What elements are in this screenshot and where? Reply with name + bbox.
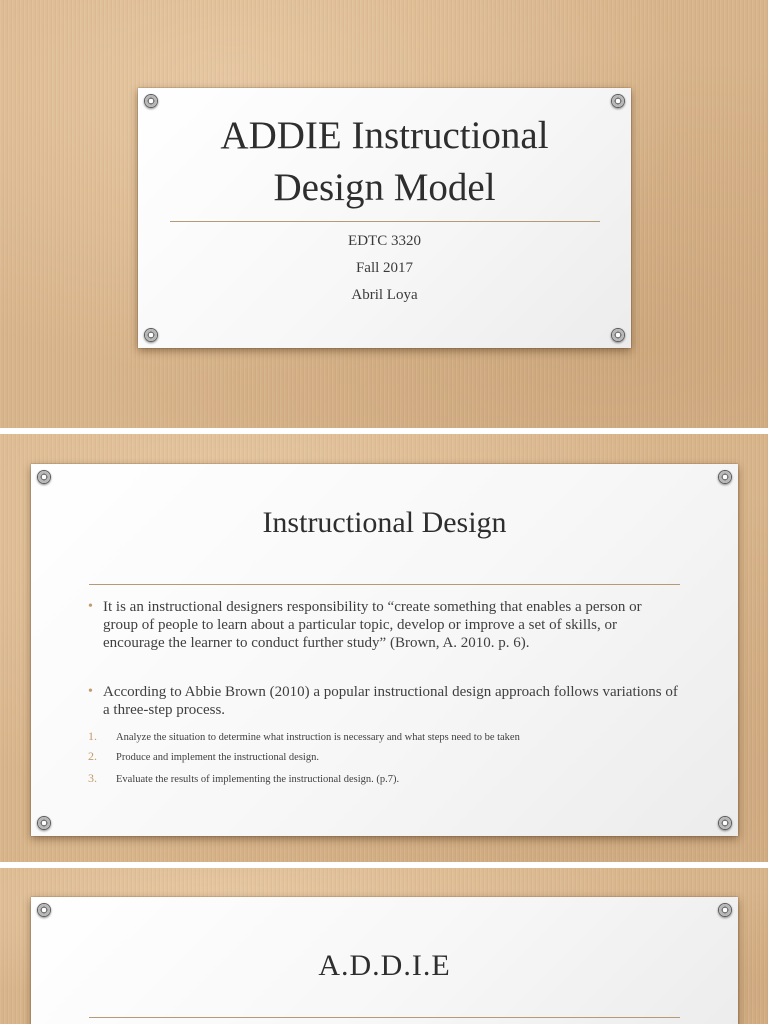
screw-icon bbox=[144, 94, 158, 108]
screw-icon bbox=[37, 470, 51, 484]
screw-icon bbox=[718, 903, 732, 917]
course-code: EDTC 3320 bbox=[348, 233, 421, 249]
term: Fall 2017 bbox=[355, 260, 414, 276]
title-slide bbox=[0, 0, 768, 428]
presentation-title bbox=[138, 110, 631, 214]
step-text: Analyze the situation to determine what instruction is necessary and what steps need to be taken bbox=[116, 732, 520, 743]
content-card bbox=[31, 464, 738, 836]
bullet-text: According to Abbie Brown (2010) a popular instructional design approach follows variations of a three-step process. bbox=[103, 684, 678, 718]
screw-icon bbox=[718, 816, 732, 830]
numbered-step bbox=[88, 749, 688, 765]
screw-icon bbox=[37, 903, 51, 917]
step-text: Produce and implement the instructional design. bbox=[116, 752, 319, 763]
screw-icon bbox=[718, 470, 732, 484]
bullet-item bbox=[88, 598, 678, 652]
title-line-2: Design Model bbox=[273, 166, 496, 209]
title-divider bbox=[170, 221, 600, 222]
title-card bbox=[138, 88, 631, 348]
numbered-step bbox=[88, 729, 688, 745]
bullet-item bbox=[88, 683, 678, 719]
slide-title: A.D.D.I.E bbox=[318, 949, 451, 982]
slide-title: Instructional Design bbox=[262, 506, 507, 539]
screw-icon bbox=[37, 816, 51, 830]
screw-icon bbox=[144, 328, 158, 342]
title-line-1: ADDIE Instructional bbox=[220, 114, 549, 157]
author: Abril Loya bbox=[351, 287, 418, 303]
title-divider bbox=[89, 1017, 680, 1018]
title-divider bbox=[89, 584, 680, 585]
step-number: 1. bbox=[88, 729, 97, 743]
step-text: Evaluate the results of implementing the instructional design. (p.7). bbox=[116, 774, 400, 785]
step-number: 3. bbox=[88, 771, 97, 785]
bullet-icon: • bbox=[88, 684, 93, 699]
addie-slide bbox=[0, 868, 768, 1024]
bullet-icon: • bbox=[88, 599, 93, 614]
addie-card bbox=[31, 897, 738, 1024]
content-slide bbox=[0, 434, 768, 862]
numbered-step bbox=[88, 771, 688, 787]
screw-icon bbox=[611, 328, 625, 342]
bullet-text: It is an instructional designers responsibility to “create something that enables a person or group of people to learn about a particular topic, develop or improve a set of skills, or encourage the learner to conduct further study” (Brown, A. 2010. p. 6). bbox=[103, 599, 642, 651]
step-number: 2. bbox=[88, 749, 97, 763]
screw-icon bbox=[611, 94, 625, 108]
